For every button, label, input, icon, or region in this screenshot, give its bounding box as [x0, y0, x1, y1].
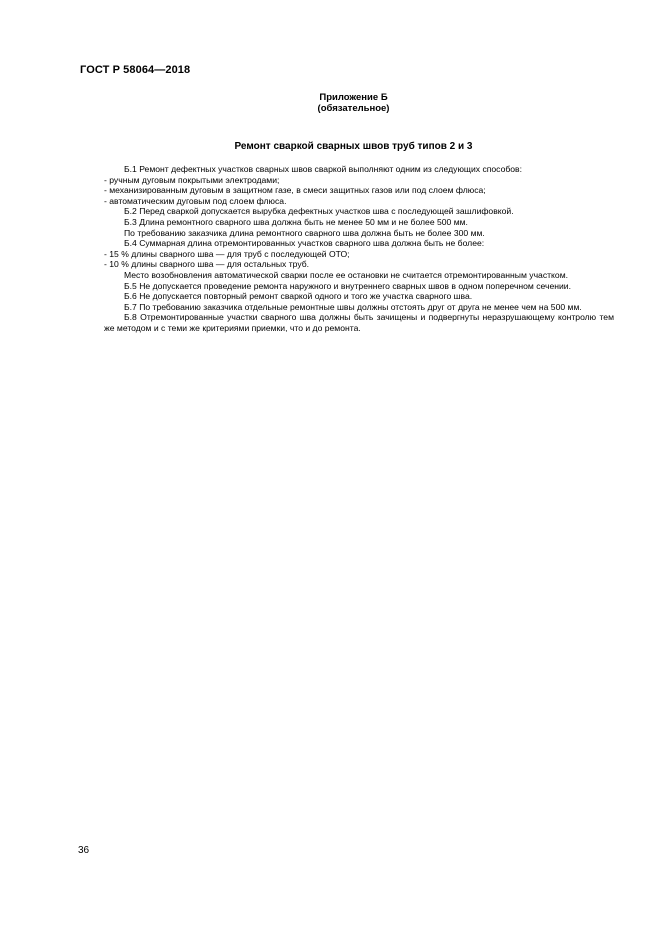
list-item: - 10 % длины сварного шва — для остальных труб.: [104, 259, 310, 270]
section-title: Ремонт сваркой сварных швов труб типов 2 и 3: [234, 141, 473, 152]
clause-b4-note: Место возобновления автоматической сварки после ее остановки не считается отремонтированным участком.: [124, 269, 568, 280]
document-id: ГОСТ Р 58064—2018: [80, 64, 191, 76]
list-item: - автоматическим дуговым под слоем флюса.: [104, 195, 287, 206]
document-body: [104, 164, 614, 334]
clause-b6: Б.6 Не допускается повторный ремонт сваркой одного и того же участка сварного шва.: [124, 291, 473, 302]
clause-b8: Б.8 Отремонтированные участки сварного шва должны быть зачищены и подвергнуты неразрушающему контролю тем же методом и с теми же критериями приемки, что и до ремонта.: [104, 312, 614, 333]
clause-b3: Б.3 Длина ремонтного сварного шва должна быть не менее 50 мм и не более 500 мм.: [124, 216, 468, 227]
list-item: - 15 % длины сварного шва — для труб с последующей ОТО;: [104, 248, 350, 259]
clause-b7: Б.7 По требованию заказчика отдельные ремонтные швы должны отстоять друг от друга не менее чем на 500 мм.: [124, 301, 582, 312]
clause-b4: Б.4 Суммарная длина отремонтированных участков сварного шва должна быть не более:: [124, 238, 485, 249]
list-item: - механизированным дуговым в защитном газе, в смеси защитных газов или под слоем флюса;: [104, 185, 486, 196]
annex-title: Приложение Б: [319, 92, 388, 103]
clause-b5: Б.5 Не допускается проведение ремонта наружного и внутреннего сварных швов в одном поперечном сечении.: [124, 280, 571, 291]
clause-b3-note: По требованию заказчика длина ремонтного сварного шва должна быть не более 300 мм.: [124, 227, 485, 238]
annex-status: (обязательное): [317, 103, 390, 114]
list-item: - ручным дуговым покрытыми электродами;: [104, 174, 280, 185]
clause-b1: Б.1 Ремонт дефектных участков сварных швов сваркой выполняют одним из следующих способов:: [124, 164, 523, 174]
clause-b2: Б.2 Перед сваркой допускается вырубка дефектных участков шва с последующей зашлифовкой.: [124, 206, 514, 217]
page-number: 36: [78, 845, 90, 856]
